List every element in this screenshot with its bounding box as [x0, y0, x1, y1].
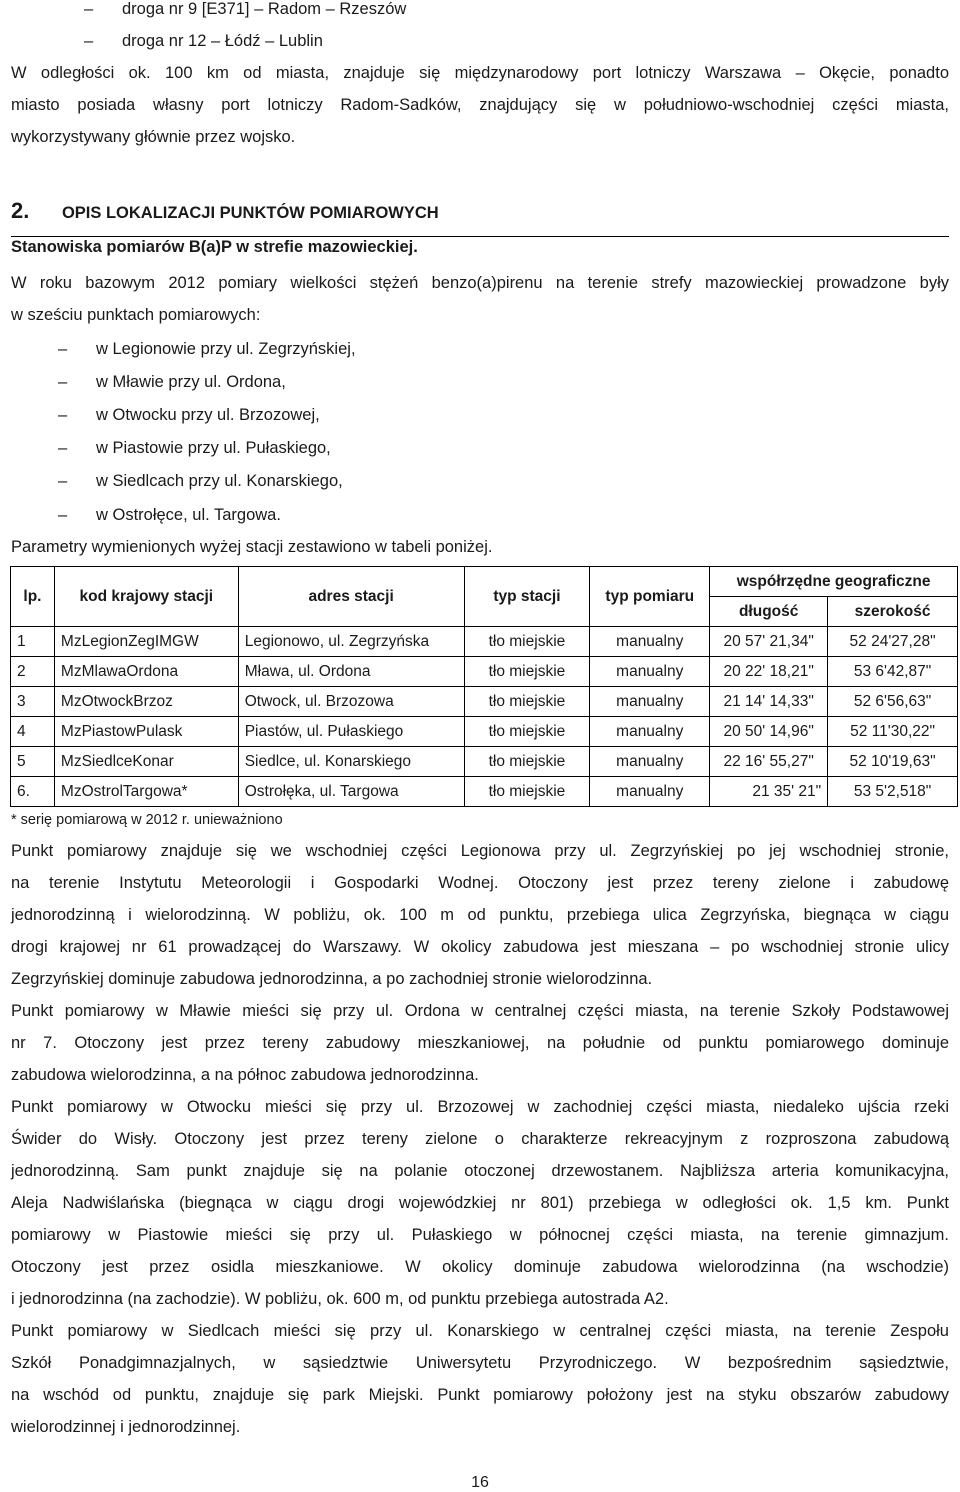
cell-typ-pomiaru: manualny	[590, 777, 710, 807]
header-adres: adres stacji	[238, 567, 464, 627]
cell-adres: Siedlce, ul. Konarskiego	[238, 747, 464, 777]
list-item-text: w Mławie przy ul. Ordona,	[96, 373, 286, 391]
cell-kod: MzLegionZegIMGW	[54, 627, 238, 657]
list-dash: –	[84, 0, 94, 18]
paragraph-line: jednorodzinną. Sam punkt znajduje się na polanie otoczonej drzewostanem. Najbliższa arteria komunikacyjna,	[11, 1162, 949, 1180]
cell-szerokosc: 53 6'42,87"	[828, 657, 958, 687]
cell-kod: MzMlawaOrdona	[54, 657, 238, 687]
paragraph-line: Świder do Wisły. Otoczony jest przez tereny zielone o charakterze rekreacyjnym z rozproszona zabudową	[11, 1130, 949, 1148]
paragraph-line: Aleja Nadwiślańska (biegnąca w ciągu drogi wojewódzkiej nr 801) przebiega w odległości ok. 1,5 km. Punkt	[11, 1194, 949, 1212]
list-item-text: droga nr 12 – Łódź – Lublin	[122, 32, 323, 50]
paragraph-line: Zegrzyńskiej dominuje zabudowa jednorodzinna, a po zachodniej stronie wielorodzinna.	[11, 970, 653, 988]
list-item-text: w Piastowie przy ul. Pułaskiego,	[96, 439, 331, 457]
paragraph-line: wielorodzinnej i jednorodzinnej.	[11, 1418, 241, 1436]
paragraph-line: Otoczony jest przez osidla mieszkaniowe. W okolicy dominuje zabudowa wielorodzinna (na wschodzie)	[11, 1258, 949, 1276]
header-szerokosc: szerokość	[828, 597, 958, 627]
list-item	[58, 472, 343, 491]
cell-dlugosc: 21 14' 14,33"	[710, 687, 828, 717]
cell-typ-pomiaru: manualny	[590, 627, 710, 657]
list-item-text: w Legionowie przy ul. Zegrzyńskiej,	[96, 340, 356, 358]
cell-dlugosc: 20 57' 21,34"	[710, 627, 828, 657]
list-dash: –	[58, 506, 68, 524]
header-dlugosc: długość	[710, 597, 828, 627]
header-lp: lp.	[11, 567, 55, 627]
list-item	[58, 406, 320, 425]
cell-dlugosc: 21 35' 21"	[710, 777, 828, 807]
paragraph-line: Punkt pomiarowy w Mławie mieści się przy ul. Ordona w centralnej części miasta, na terenie Szkoły Podstawowej	[11, 1002, 949, 1020]
list-dash: –	[58, 340, 68, 358]
cell-typ-pomiaru: manualny	[590, 747, 710, 777]
paragraph-line: nr 7. Otoczony jest przez tereny zabudowy mieszkaniowej, na południe od punktu pomiarowego dominuje	[11, 1034, 949, 1052]
paragraph-line: w sześciu punktach pomiarowych:	[11, 306, 261, 324]
paragraph-line: i jednorodzinna (na zachodzie). W pobliżu, ok. 600 m, od punktu przebiega autostrada A2.	[11, 1290, 669, 1308]
table-row	[11, 747, 958, 777]
cell-typ-pomiaru: manualny	[590, 687, 710, 717]
cell-typ-stacji: tło miejskie	[464, 657, 590, 687]
cell-kod: MzOstrolTargowa*	[54, 777, 238, 807]
list-item	[58, 373, 286, 392]
cell-typ-stacji: tło miejskie	[464, 747, 590, 777]
list-item-text: w Siedlcach przy ul. Konarskiego,	[96, 472, 343, 490]
list-item-text: w Otwocku przy ul. Brzozowej,	[96, 406, 320, 424]
page-number: 16	[471, 1474, 489, 1491]
table-footnote: * serię pomiarową w 2012 r. unieważniono	[11, 812, 283, 828]
cell-szerokosc: 53 5'2,518"	[828, 777, 958, 807]
paragraph-line: drogi krajowej nr 61 prowadzącej do Warszawy. W okolicy zabudowa jest mieszana – po wschodniej stronie ulicy	[11, 938, 949, 956]
paragraph-line: jednorodzinną i wielorodzinną. W pobliżu, ok. 100 m od punktu, przebiega ulica Zegrzyńska, biegnąca w ciągu	[11, 906, 949, 924]
paragraph-line: Punkt pomiarowy znajduje się we wschodniej części Legionowa przy ul. Zegrzyńskiej po jej wschodniej stronie,	[11, 842, 949, 860]
cell-adres: Ostrołęka, ul. Targowa	[238, 777, 464, 807]
cell-szerokosc: 52 10'19,63"	[828, 747, 958, 777]
cell-szerokosc: 52 6'56,63"	[828, 687, 958, 717]
paragraph-line: Punkt pomiarowy w Otwocku mieści się przy ul. Brzozowej w zachodniej części miasta, niedaleko ujścia rzeki	[11, 1098, 949, 1116]
section-number: 2.	[11, 198, 30, 223]
table-row	[11, 717, 958, 747]
section-heading	[11, 198, 439, 224]
cell-lp: 3	[11, 687, 55, 717]
paragraph-line: Punkt pomiarowy w Siedlcach mieści się przy ul. Konarskiego w centralnej części miasta, na terenie Zespołu	[11, 1322, 949, 1340]
cell-adres: Mława, ul. Ordona	[238, 657, 464, 687]
list-item	[58, 506, 281, 525]
cell-szerokosc: 52 24'27,28"	[828, 627, 958, 657]
cell-adres: Piastów, ul. Pułaskiego	[238, 717, 464, 747]
cell-adres: Legionowo, ul. Zegrzyńska	[238, 627, 464, 657]
cell-szerokosc: 52 11'30,22"	[828, 717, 958, 747]
list-dash: –	[58, 406, 68, 424]
list-item-text: droga nr 9 [E371] – Radom – Rzeszów	[122, 0, 407, 18]
paragraph-line: Szkół Ponadgimnazjalnych, w sąsiedztwie Uniwersytetu Przyrodniczego. W bezpośrednim sąsiedztwie,	[11, 1354, 949, 1372]
paragraph-line: miasto posiada własny port lotniczy Radom-Sadków, znajdujący się w południowo-wschodniej części miasta,	[11, 96, 949, 114]
cell-lp: 6.	[11, 777, 55, 807]
list-item	[58, 340, 356, 359]
cell-typ-pomiaru: manualny	[590, 717, 710, 747]
cell-typ-stacji: tło miejskie	[464, 627, 590, 657]
header-typ-stacji: typ stacji	[464, 567, 590, 627]
cell-lp: 5	[11, 747, 55, 777]
cell-typ-stacji: tło miejskie	[464, 777, 590, 807]
section-subtitle: Stanowiska pomiarów B(a)P w strefie mazowieckiej.	[11, 236, 949, 257]
paragraph-line: W roku bazowym 2012 pomiary wielkości stężeń benzo(a)pirenu na terenie strefy mazowieckiej prowadzone były	[11, 274, 949, 292]
cell-kod: MzPiastowPulask	[54, 717, 238, 747]
paragraph-line: zabudowa wielorodzinna, a na północ zabudowa jednorodzinna.	[11, 1066, 479, 1084]
cell-lp: 2	[11, 657, 55, 687]
cell-lp: 4	[11, 717, 55, 747]
list-dash: –	[58, 472, 68, 490]
paragraph-line: na wschód od punktu, znajduje się park Miejski. Punkt pomiarowy położony jest na styku obszarów zabudowy	[11, 1386, 949, 1404]
table-row	[11, 657, 958, 687]
header-typ-pomiaru: typ pomiaru	[590, 567, 710, 627]
paragraph-line: pomiarowy w Piastowie mieści się przy ul. Pułaskiego w północnej części miasta, na terenie gimnazjum.	[11, 1226, 949, 1244]
paragraph-line: na terenie Instytutu Meteorologii i Gospodarki Wodnej. Otoczony jest przez tereny zielone i zabudowę	[11, 874, 949, 892]
table-row	[11, 627, 958, 657]
cell-dlugosc: 20 22' 18,21"	[710, 657, 828, 687]
table-row	[11, 777, 958, 807]
cell-dlugosc: 20 50' 14,96"	[710, 717, 828, 747]
header-kod: kod krajowy stacji	[54, 567, 238, 627]
list-dash: –	[84, 32, 94, 50]
cell-kod: MzOtwockBrzoz	[54, 687, 238, 717]
paragraph-line: W odległości ok. 100 km od miasta, znajduje się międzynarodowy port lotniczy Warszawa – Okęcie, ponadto	[11, 64, 949, 82]
table-row	[11, 687, 958, 717]
list-item	[84, 0, 406, 19]
cell-typ-stacji: tło miejskie	[464, 717, 590, 747]
paragraph-line: wykorzystywany głównie przez wojsko.	[11, 128, 296, 146]
list-item	[84, 32, 323, 51]
cell-lp: 1	[11, 627, 55, 657]
stations-table	[10, 566, 958, 807]
cell-typ-stacji: tło miejskie	[464, 687, 590, 717]
list-dash: –	[58, 439, 68, 457]
cell-dlugosc: 22 16' 55,27"	[710, 747, 828, 777]
header-wspolrzedne: współrzędne geograficzne	[710, 567, 958, 597]
list-item-text: w Ostrołęce, ul. Targowa.	[96, 506, 281, 524]
table-intro: Parametry wymienionych wyżej stacji zestawiono w tabeli poniżej.	[11, 538, 493, 556]
section-title: OPIS LOKALIZACJI PUNKTÓW POMIAROWYCH	[61, 204, 439, 222]
list-dash: –	[58, 373, 68, 391]
cell-adres: Otwock, ul. Brzozowa	[238, 687, 464, 717]
cell-kod: MzSiedlceKonar	[54, 747, 238, 777]
cell-typ-pomiaru: manualny	[590, 657, 710, 687]
list-item	[58, 439, 331, 458]
